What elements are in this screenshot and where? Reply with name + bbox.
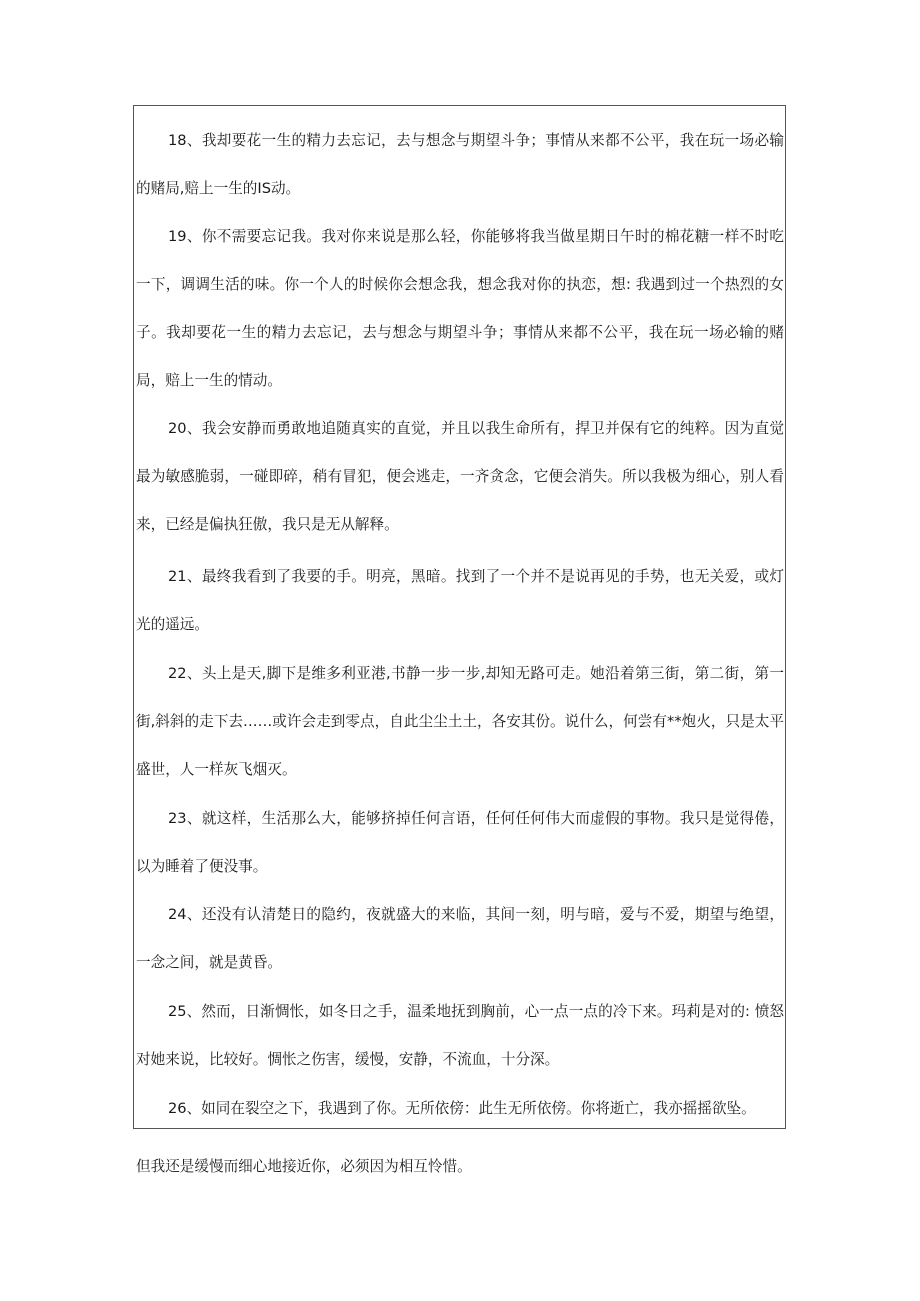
paragraph-21: 21、最终我看到了我要的手。明亮，黑暗。找到了一个并不是说再见的手势，也无关爱，或灯光的遥远。	[136, 568, 784, 633]
paragraph-22: 22、头上是天,脚下是维多利亚港,书静一步一步,却知无路可走。她沿着第三街，第二街，第一街,斜斜的走下去……或许会走到零点，自此尘尘土土，各安其份。说什么，何尝有**炮火，只是太平盛世，人一样灰飞烟灭。	[136, 665, 784, 778]
continuation-text: 但我还是缓慢而细心地接近你，必须因为相互怜惜。	[136, 1158, 472, 1175]
paragraph-23: 23、就这样，生活那么大，能够挤掉任何言语，任何任何伟大而虚假的事物。我只是觉得倦，以为睡着了便没事。	[136, 810, 784, 875]
paragraph-24: 24、还没有认清楚日的隐约，夜就盛大的来临，其间一刻，明与暗，爱与不爱，期望与绝望，一念之间，就是黄昏。	[136, 906, 784, 971]
paragraph-19: 19、你不需要忘记我。我对你来说是那么轻，你能够将我当做星期日午时的棉花糖一样不时吃一下，调调生活的味。你一个人的时候你会想念我，想念我对你的执恋，想: 我遇到过一个热烈的女子。我却要花一生的精力去忘记，去与想念与期望斗争；事情从来都不公平，我在玩一场必输的赌局，赔上一生的情动。	[136, 228, 784, 389]
paragraph-25: 25、然而，日渐惆怅，如冬日之手，温柔地抚到胸前，心一点一点的冷下来。玛莉是对的: 愤怒对她来说，比较好。惆怅之伤害，缓慢，安静，不流血，十分深。	[136, 1003, 784, 1068]
paragraph-20: 20、我会安静而勇敢地追随真实的直觉，并且以我生命所有，捍卫并保有它的纯粹。因为直觉最为敏感脆弱，一碰即碎，稍有冒犯，便会逃走，一齐贪念，它便会消失。所以我极为细心，别人看来，已经是偏执狂傲，我只是无从解释。	[136, 420, 784, 533]
paragraph-18: 18、我却要花一生的精力去忘记，去与想念与期望斗争；事情从来都不公平，我在玩一场必输的赌局,赔上一生的IS动。	[136, 132, 784, 197]
paragraph-26: 26、如同在裂空之下，我遇到了你。无所依傍：此生无所依傍。你将逝亡，我亦摇摇欲坠。	[168, 1100, 756, 1117]
